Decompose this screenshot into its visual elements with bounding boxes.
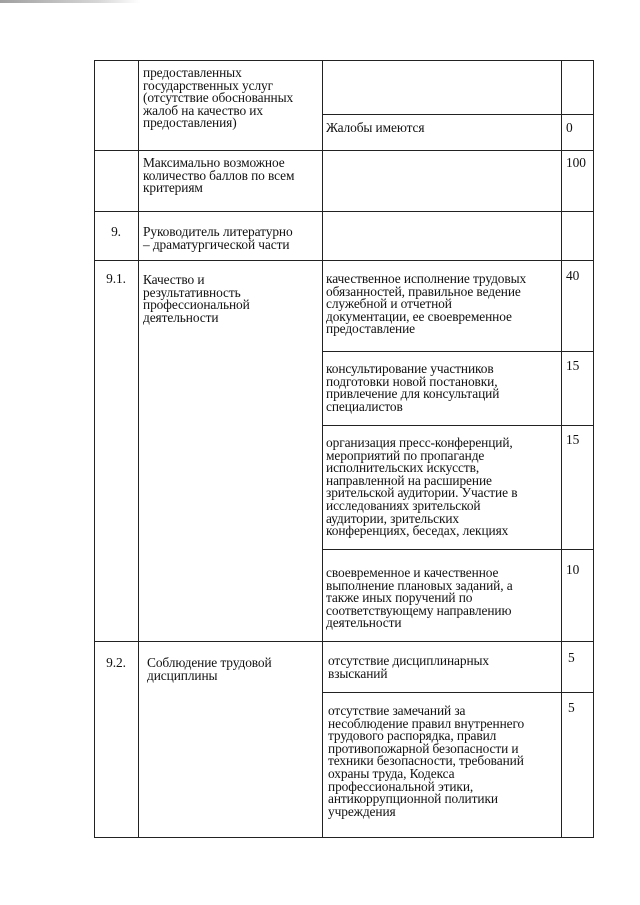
criterion-text: отсутствие замечаний за несоблюдение правил внутреннего трудового распорядка, правил противопожарной безопасности и техники безопасности, требований охраны труда, Кодекса профессиональной этики, антикоррупционной политики учреждения	[328, 703, 525, 819]
points-value: 15	[566, 358, 580, 373]
table-row-divider	[322, 351, 594, 352]
section-title: Руководитель литературно – драматургической части	[143, 224, 293, 252]
section-number: 9.	[111, 224, 121, 239]
table-column-divider	[322, 60, 323, 838]
table-row-divider	[94, 150, 594, 151]
table-row-divider	[322, 425, 594, 426]
criterion-text: качественное исполнение трудовых обязанностей, правильное ведение служебной и отчетной документации, ее своевременное предоставление	[326, 271, 527, 337]
points-value: 100	[566, 155, 586, 170]
criterion-text: консультирование участников подготовки новой постановки, привлечение для консультаций специалистов	[326, 361, 500, 414]
table-row-divider	[322, 114, 594, 115]
table-column-divider	[561, 60, 562, 838]
points-value: 5	[568, 700, 575, 715]
indicator-name: Максимально возможное количество баллов по всем критериям	[143, 155, 295, 196]
indicator-name: Качество и результативность профессиональной деятельности	[143, 272, 250, 325]
indicator-name: предоставленных государственных услуг (отсутствие обоснованных жалоб на качество их предоставления)	[143, 65, 294, 131]
table-row-divider	[94, 211, 594, 212]
subsection-number: 9.2.	[106, 655, 126, 670]
points-value: 15	[566, 432, 580, 447]
points-value: 40	[566, 268, 580, 283]
indicator-name: Соблюдение трудовой дисциплины	[147, 655, 272, 683]
table-border-left	[94, 60, 95, 838]
table-row-divider	[94, 641, 594, 642]
points-value: 10	[566, 562, 580, 577]
table-row-divider	[322, 549, 594, 550]
criterion-text: организация пресс-конференций, мероприятий по пропаганде исполнительских искусств, направленной на расширение зрительской аудитории. Участие в исследованиях зрительской аудитории, зрительских конференциях, беседах, лекциях	[326, 435, 518, 539]
table-border-top	[94, 60, 594, 61]
table-row-divider	[94, 260, 594, 261]
subsection-number: 9.1.	[106, 271, 126, 286]
criterion-text: своевременное и качественное выполнение плановых заданий, а также иных поручений по соответствующему направлению деятельности	[326, 565, 513, 631]
table-border-bottom	[94, 837, 594, 838]
table-column-divider	[138, 60, 139, 838]
scan-artifact	[0, 0, 140, 3]
points-value: 5	[568, 650, 575, 665]
table-row-divider	[322, 692, 594, 693]
criterion-text: отсутствие дисциплинарных взысканий	[328, 653, 490, 681]
points-value: 0	[566, 120, 573, 135]
table-border-right	[593, 60, 594, 838]
criterion-text: Жалобы имеются	[326, 120, 425, 135]
